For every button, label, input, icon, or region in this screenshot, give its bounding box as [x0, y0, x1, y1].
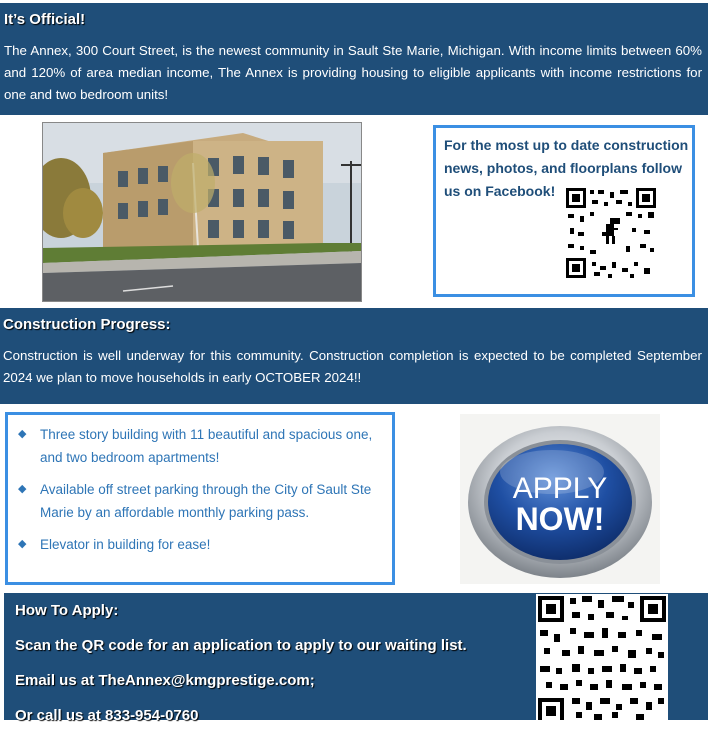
- features-box: [5, 412, 395, 585]
- email-instruction: Email us at TheAnnex@kmgprestige.com;: [15, 672, 315, 689]
- official-banner: [0, 3, 708, 115]
- progress-heading: Construction Progress:: [3, 316, 171, 333]
- features-list: [18, 423, 382, 556]
- apply-label-line2: NOW!: [515, 501, 605, 537]
- application-qr-code[interactable]: [536, 594, 668, 720]
- building-photo: [42, 122, 362, 302]
- list-item: ◆ Three story building with 11 beautiful and spacious one, and two bedroom apartments!: [18, 423, 382, 469]
- scan-instruction: Scan the QR code for an application to apply to our waiting list.: [15, 637, 467, 654]
- diamond-bullet-icon: ◆: [18, 538, 27, 550]
- how-to-apply-heading: How To Apply:: [15, 602, 119, 619]
- progress-body: Construction is well underway for this community. Construction completion is expected to be completed September 2024 we plan to move households in early OCTOBER 2024!!: [3, 348, 702, 385]
- apply-now-button[interactable]: [460, 414, 660, 584]
- apply-label-line1: APPLY: [512, 472, 608, 505]
- phone-instruction: Or call us at 833-954-0760: [15, 707, 199, 724]
- progress-banner: [0, 308, 708, 404]
- list-item: ◆ Available off street parking through the City of Sault Ste Marie by an affordable monthly parking pass.: [18, 478, 382, 524]
- diamond-bullet-icon: ◆: [18, 483, 27, 495]
- official-heading: It’s Official!: [4, 11, 86, 28]
- list-item: ◆ Elevator in building for ease!: [18, 533, 382, 556]
- diamond-bullet-icon: ◆: [18, 428, 27, 440]
- facebook-qr-code[interactable]: [566, 188, 656, 278]
- official-body: The Annex, 300 Court Street, is the newest community in Sault Ste Marie, Michigan. With income limits between 60% and 120% of area median income, The Annex is providing housing to eligible applicants with income restrictions for one and two bedroom units!: [4, 43, 702, 102]
- facebook-text: For the most up to date construction news, photos, and floorplans follow us on Facebook!: [444, 137, 689, 199]
